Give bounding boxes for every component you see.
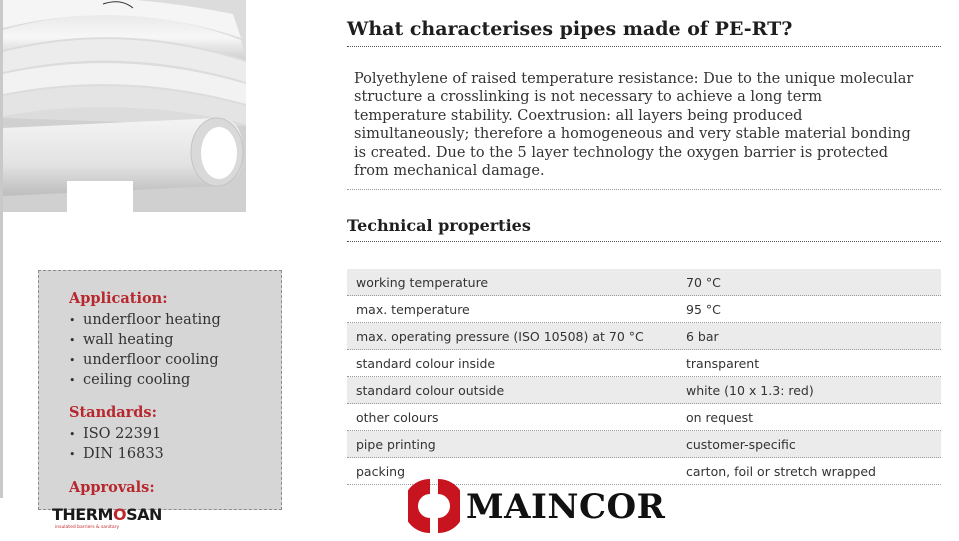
technical-divider bbox=[347, 241, 941, 242]
standards-list bbox=[69, 424, 164, 464]
property-value: on request bbox=[686, 410, 754, 425]
maincor-logo bbox=[408, 478, 673, 538]
property-value: 70 °C bbox=[686, 275, 721, 290]
property-value: customer-specific bbox=[686, 437, 796, 452]
thermosan-logo bbox=[52, 505, 177, 535]
approvals-heading: Approvals: bbox=[69, 479, 155, 496]
table-row bbox=[347, 377, 941, 404]
list-item: • underfloor cooling bbox=[69, 352, 219, 368]
description-divider bbox=[347, 189, 941, 190]
table-row bbox=[347, 431, 941, 458]
list-item: • ceiling cooling bbox=[69, 372, 191, 388]
property-name: max. operating pressure (ISO 10508) at 70 °C bbox=[356, 329, 644, 344]
image-notch bbox=[67, 181, 133, 212]
property-name: pipe printing bbox=[356, 437, 436, 452]
table-row bbox=[347, 323, 941, 350]
pipe-product-image bbox=[3, 0, 246, 212]
property-name: max. temperature bbox=[356, 302, 470, 317]
property-name: other colours bbox=[356, 410, 439, 425]
property-value: 95 °C bbox=[686, 302, 721, 317]
thermosan-wordmark: THERMOSAN bbox=[52, 505, 162, 524]
property-value: carton, foil or stretch wrapped bbox=[686, 464, 876, 479]
info-box bbox=[38, 270, 282, 510]
technical-properties-table bbox=[347, 269, 941, 485]
maincor-wordmark: MAINCOR bbox=[466, 487, 666, 527]
property-value: transparent bbox=[686, 356, 760, 371]
property-value: 6 bar bbox=[686, 329, 719, 344]
list-item: • ISO 22391 bbox=[69, 426, 162, 442]
table-row bbox=[347, 404, 941, 431]
standards-heading: Standards: bbox=[69, 404, 157, 421]
table-row bbox=[347, 296, 941, 323]
property-value: white (10 x 1.3: red) bbox=[686, 383, 814, 398]
list-item: • wall heating bbox=[69, 332, 174, 348]
table-row bbox=[347, 269, 941, 296]
maincor-mark-icon bbox=[408, 478, 460, 534]
technical-properties-title: Technical properties bbox=[347, 216, 531, 235]
property-name: packing bbox=[356, 464, 406, 479]
title-divider bbox=[347, 46, 941, 47]
property-name: standard colour inside bbox=[356, 356, 496, 371]
list-item: • DIN 16833 bbox=[69, 446, 164, 462]
list-item: • underfloor heating bbox=[69, 312, 221, 328]
table-row bbox=[347, 350, 941, 377]
property-name: working temperature bbox=[356, 275, 489, 290]
application-list bbox=[69, 310, 221, 390]
thermosan-tagline: insulated barriers & sanitary bbox=[55, 525, 120, 530]
description-text: Polyethylene of raised temperature resistance: Due to the unique molecular structure a crosslinking is not necessary to achieve a long term temperature stability. Coextrusion: all layers being produced simultaneously; therefore a homogeneous and very stable material bonding is created. Due to the 5 layer technology the oxygen barrier is protected from mechanical damage. bbox=[354, 71, 914, 180]
application-heading: Application: bbox=[69, 290, 168, 307]
property-name: standard colour outside bbox=[356, 383, 505, 398]
page-title: What characterises pipes made of PE-RT? bbox=[347, 18, 793, 40]
